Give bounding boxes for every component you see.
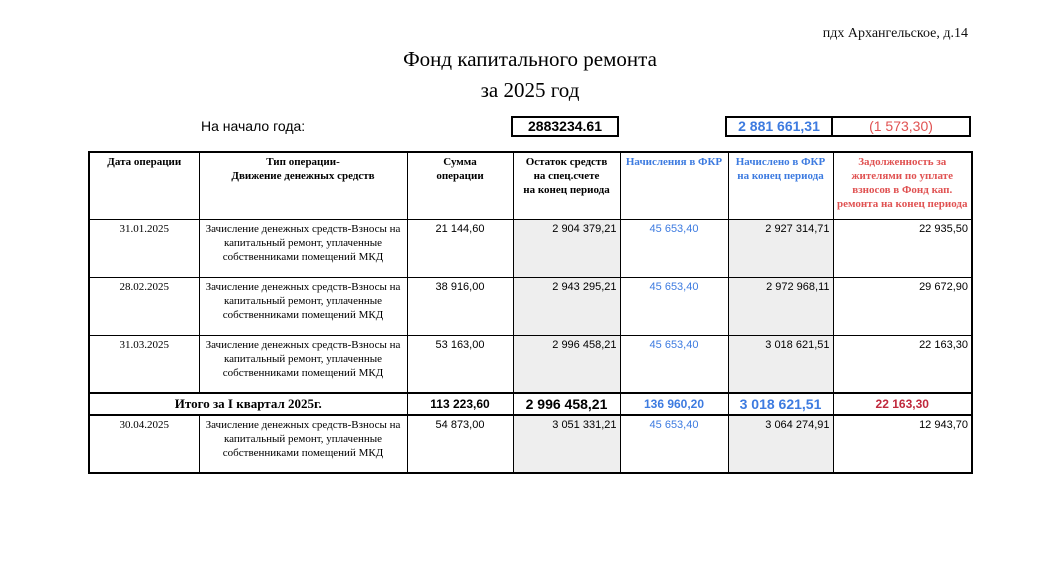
opening-debt-value: (1 573,30) [869,118,933,134]
col-header-debt: Задолженность за жителями по уплате взносов в Фонд кап. ремонта на конец периода [833,152,972,219]
cell-amount: 53 163,00 [407,335,513,393]
cell-accrued-end: 3 018 621,51 [728,335,833,393]
table-row [89,415,972,473]
cell-date: 28.02.2025 [89,277,199,335]
cell-accrual: 45 653,40 [620,219,728,277]
opening-accrual-debt-box [725,116,971,137]
total-amount: 113 223,60 [407,393,513,415]
total-debt: 22 163,30 [833,393,972,415]
cell-debt: 22 935,50 [833,219,972,277]
col-header-balance: Остаток средств на спец.счете на конец периода [513,152,620,219]
property-address: пдх Архангельское, д.14 [822,26,968,41]
col-header-amount: Сумма операции [407,152,513,219]
opening-balance-label: На начало года: [201,118,306,134]
opening-accrued-value: 2 881 661,31 [727,118,833,135]
opening-balance-box: 2883234.61 [511,116,619,137]
cell-debt: 12 943,70 [833,415,972,473]
cell-type: Зачисление денежных средств-Взносы на капитальный ремонт, уплаченные собственниками помещений МКД [199,219,407,277]
total-accrual: 136 960,20 [620,393,728,415]
cell-accrued-end: 3 064 274,91 [728,415,833,473]
cell-type: Зачисление денежных средств-Взносы на капитальный ремонт, уплаченные собственниками помещений МКД [199,415,407,473]
cell-balance: 2 904 379,21 [513,219,620,277]
table-row [89,277,972,335]
table-row [89,335,972,393]
cell-amount: 38 916,00 [407,277,513,335]
page-subtitle: за 2025 год [480,78,580,102]
cell-amount: 21 144,60 [407,219,513,277]
cell-balance: 3 051 331,21 [513,415,620,473]
cell-accrued-end: 2 972 968,11 [728,277,833,335]
quarter-total-row [89,393,972,415]
total-balance: 2 996 458,21 [513,393,620,415]
cell-accrual: 45 653,40 [620,335,728,393]
cell-date: 30.04.2025 [89,415,199,473]
cell-date: 31.03.2025 [89,335,199,393]
total-label: Итого за I квартал 2025г. [89,393,407,415]
col-header-type: Тип операции- Движение денежных средств [199,152,407,219]
cell-debt: 22 163,30 [833,335,972,393]
col-header-accrued-end: Начислено в ФКР на конец периода [728,152,833,219]
cell-amount: 54 873,00 [407,415,513,473]
table-row [89,219,972,277]
total-accrued-end: 3 018 621,51 [728,393,833,415]
cell-accrual: 45 653,40 [620,415,728,473]
capital-repair-ledger-table [88,151,973,474]
col-header-accrual: Начисления в ФКР [620,152,728,219]
cell-balance: 2 996 458,21 [513,335,620,393]
cell-balance: 2 943 295,21 [513,277,620,335]
table-header-row [89,152,972,219]
cell-type: Зачисление денежных средств-Взносы на капитальный ремонт, уплаченные собственниками помещений МКД [199,335,407,393]
cell-type: Зачисление денежных средств-Взносы на капитальный ремонт, уплаченные собственниками помещений МКД [199,277,407,335]
cell-accrued-end: 2 927 314,71 [728,219,833,277]
cell-date: 31.01.2025 [89,219,199,277]
page-title: Фонд капитального ремонта [403,47,657,71]
cell-debt: 29 672,90 [833,277,972,335]
cell-accrual: 45 653,40 [620,277,728,335]
col-header-date: Дата операции [89,152,199,219]
